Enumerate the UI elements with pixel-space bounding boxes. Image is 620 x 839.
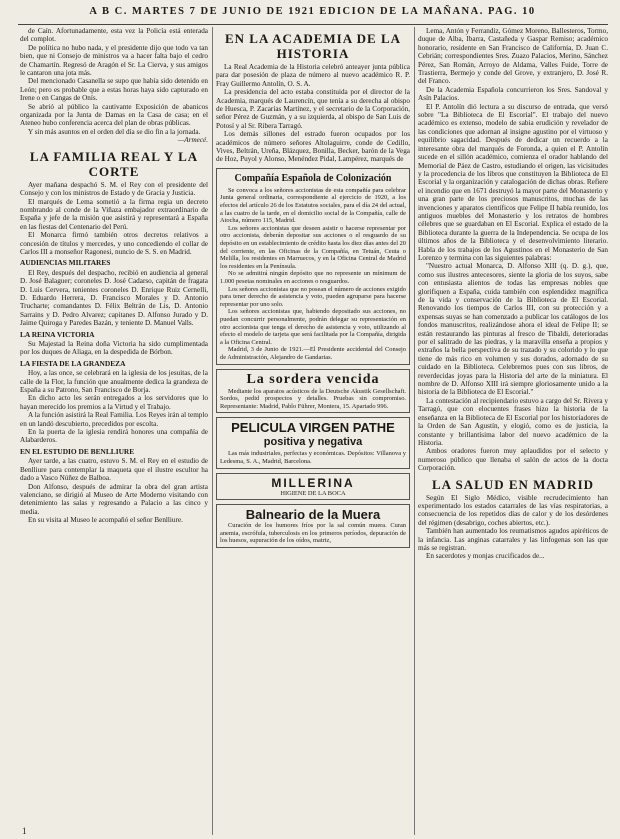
notice-box xyxy=(216,168,410,365)
paragraph: El P. Antolín dió lectura a su discurso de entrada, que versó sobre "La Biblioteca de El Escorial". El trabajo del nuevo académico es extenso, modelo de sabia erudición y revelador de las condiciones que adornan al insigne agustino por el virtuoso y equilibrio sagacidad. Después de dedicar un recuerdo a la interesante obra del marqués de Foronda, a quien el P. Antolín sucede en el sillón académico, comienza el orador hablando del Memorial de Páez de Castro, estudiando el origen, las vicisitudes y la procedencia de los libros que constituyen la Biblioteca de El Escorial y la organización y catalogación de dichas obras. Refiere el incendio que en 1671 destruyó la mayor parte del Monasterio y una gran parte de los preciosos manuscritos, muchas de las invenciones y aparatos científicos que Felipe II había reunido, los antiguos muebles del Monasterio y los retratos de hombres célebres que se guardaban en El Escorial. Explica el estado de la Biblioteca durante la guerra de la Independencia. Se ocupa de los últimos años de la Biblioteca y el desenvolvimiento literario. Habla de los trabajos de los Agustinos en el Monasterio de San Lorenzo y termina con las siguientes palabras: xyxy=(418,102,608,262)
paragraph: La Real Academia de la Historia celebró anteayer junta pública para dar posesión de plaza de número al nuevo académico R. P. Fray Guillermo Antolín, O. S. A. xyxy=(216,63,410,88)
paragraph: De política no hubo nada, y el presidente dijo que todo va tan bien, que ni Consejo de ministros va a hacer falta bajo el cedro de Chamartín. Regresó de Aragón el Sr. La Cierva, y sus amigos le cantaron una jota más. xyxy=(20,43,208,78)
column-middle xyxy=(216,27,410,837)
paragraph: Los señores accionistas que no posean el número de acciones exigido para tener derecho de asistencia y voto, pueden agruparse para hacerse representar por uno solo. xyxy=(220,285,406,308)
ad-text: Curación de los humores fríos por la sal común muera. Curan anemia, escrófula, tuberculosis en los primeros períodos, depuración de los huesos, supuración de los oídos, matriz, xyxy=(220,522,406,545)
ad-title: MILLERINA xyxy=(271,475,355,490)
ad-text: Mediante los aparatos acústicos de la Deutsche Akustik Gesellschaft. Sordos, pedid prospectos y detalles. Pruebas sin compromiso. Representante: Madrid, Pablo Führer, Montera, 15. Apartado 996. xyxy=(220,387,406,410)
signature: —Armecé. xyxy=(177,136,208,145)
paragraph: El Monarca firmó también otros decretos relativos a concesión de títulos y mercedes, y uno concediendo el collar de Carlos III a monseñor Ragonesi, nuncio de S. S. en Madrid. xyxy=(20,231,208,256)
paragraph: Los señores accionistas que deseen asistir o hacerse representar por otro accionista, deberán depositar sus acciones o el resguardo de su depósito en un establecimiento de crédito hasta los diez días antes del 20 del corriente, en las Oficinas de la Compañía, en Tetuán, Ceuta o Melilla, los residentes en Marruecos, y en la Oficina Central de Madrid los residentes en la Península. xyxy=(220,224,406,270)
ad-millerina xyxy=(216,473,410,501)
paragraph: En dicho acto les serán entregados a los servidores que lo hayan merecido los premios a la Virtud y el Trabajo. xyxy=(20,394,208,411)
section-title-academy: EN LA ACADEMIA DE LA HISTORIA xyxy=(224,31,402,61)
paragraph: Hoy, a las once, se celebrará en la iglesia de los jesuitas, de la calle de la Flor, la función que anualmente dedica la grandeza de España a su Patrono, San Francisco de Borja. xyxy=(20,369,208,395)
column-divider xyxy=(414,27,415,835)
subheading: LA FIESTA DE LA GRANDEZA xyxy=(20,358,126,368)
subheading: AUDIENCIAS MILITARES xyxy=(20,258,111,268)
section-title-health: LA SALUD EN MADRID xyxy=(431,476,595,492)
paragraph: "Nuestro actual Monarca, D. Alfonso XIII (q. D. g.), que, como sus ilustres antecesores, siente la gloria de los suyos, sabe con entusiasta alientos de todas las empresas nobles que glorifiquen a España, cuida también con esplendidez magnífica de la vida y conservación de la Biblioteca de El Escorial. Renovando los tiempos de Carlos III, con su protección y a expensas suyas se han comenzado a publicar los catálogos de los fondos manuscritos, realizándose ahora el ideal de Felipe II; se están restaurando las pinturas al fresco de Tibaldi, deterioradas por el salitrado de las piedras, y la maravilla enseña a propios y extraños la bella perspectiva de su trazado y su colorido y lo que tiene de más rico en volumen y sus dorados, adornado de su cuidado en la Biblioteca. Celebremos pues con sus libros, de reverdecidas joyas para la Historia del arte de la miniatura. El nombre de D. Alfonso XIII irá siempre gloriosamente unido a la historia de la Biblioteca de El Escorial." xyxy=(418,262,608,397)
ad-title: PELICULA VIRGEN PATHE xyxy=(231,420,395,436)
paragraph: Su Majestad la Reina doña Victoria ha sido cumplimentada por los duques de Aliaga, en la despedida de Bórbon. xyxy=(20,340,208,357)
paragraph: No se admitirá ningún depósito que no represente un mínimum de 1.000 pesetas nominales en acciones o resguardos. xyxy=(220,270,406,285)
subheading: LA REINA VICTORIA xyxy=(20,329,95,339)
ad-subtitle: HIGIENE DE LA BOCA xyxy=(280,489,346,497)
paragraph: A la función asistirá la Real Familia. Los Reyes irán al templo en un landó descubierto, precedidos por escolta. xyxy=(20,411,208,428)
paragraph: Según El Siglo Médico, visible recrudecimiento han experimentado los estados catarrales de las vías respiratorias, a consecuencia de los repetidos días de calor y de los desórdenes del régimen (desabrigo, coches abiertos, etc.). xyxy=(418,493,608,527)
column-divider xyxy=(212,27,213,835)
page-header: A B C. MARTES 7 DE JUNIO DE 1921 EDICION DE LA MAÑANA. PAG. 10 xyxy=(89,6,536,17)
paragraph: En su visita al Museo le acompañó el señor Benlliure. xyxy=(28,516,183,525)
paragraph: El Rey, después del despacho, recibió en audiencia al general D. José Balaguer; coroneles D. José Cadarso, capitán de fragata D. Luis Cervera, tenientes coroneles D. Enrique Ruiz Cernelli, D. Eduardo Herrera, D. Francisco Morales y D. Antonio Trucharte; comandantes D. Félix Beltrán de Lis, D. Antonio Sarrains y D. Pedro Alvarez; capitanes D. Alfonso Jurado y D. Jaime Quiroga y Paredes Bazán, y teniente D. Manuel Valls. xyxy=(20,268,208,328)
ad-film xyxy=(216,417,410,468)
header-rule xyxy=(18,24,608,25)
paragraph: Ambos oradores fueron muy aplaudidos por el selecto y numeroso público que llenaba el salón de actos de la docta Corporación. xyxy=(418,447,608,473)
paragraph: de Caín. Afortunadamente, esta vez la Policía está enterada del complot. xyxy=(20,27,208,44)
paragraph: Se convoca a los señores accionistas de esta compañía para celebrar Junta general ordinaria, correspondiente al ejercicio de 1920, a los efectos del artículo 26 de los Estatutos sociales, para el día 24 del actual, a las cuatro de la tarde, en el domicilio social de la Compañía, calle de Atocha, número 115, Madrid. xyxy=(220,186,406,225)
paragraph: La contestación al recipiendario estuvo a cargo del Sr. Rivera y Tarragó, que con elocuentes frases hizo la historia de la enseñanza en la Biblioteca de El Escorial por los historiadores de la Orden de San Agustín, y elogió, como es de justicia, la constante y brillantísima labor del nuevo académico de la Historia. xyxy=(418,396,608,447)
section-title-royal-family: LA FAMILIA REAL Y LA CORTE xyxy=(29,148,199,179)
ad-title: La sordera vencida xyxy=(246,371,380,387)
paragraph: El marqués de Lema sometió a la firma regia un decreto nombrando al conde de la Viñaza embajador extraordinario de España y jefe de la misión que asistirá y representará a España en las fiestas del Centenario del Perú. xyxy=(20,197,208,231)
paragraph: Los señores accionistas que, habiendo depositado sus acciones, no puedan concurrir personalmente, podrán delegar su representación en otro accionista que tenga el derecho de asistencia y voto, utilizando al efecto el modelo de tarjeta que será facilitada por la Compañía, dirigida a la Oficina Central. xyxy=(220,308,406,346)
ad-subtitle: positiva y negativa xyxy=(263,436,363,449)
paragraph: Se abrió al público la cautivante Exposición de abanicos organizada por la Junta de Damas en la Casa de casa; en el Ateneo hubo conferencia acerca del plan de obras públicas. xyxy=(20,102,208,128)
subheading: EN EL ESTUDIO DE BENLLIURE xyxy=(20,446,135,456)
paragraph: Don Alfonso, después de admirar la obra del gran artista valenciano, se dirigió al Museo de Arte Moderno visitando con detenimiento las salas y regresando a Palacio a las cinco y media. xyxy=(20,482,208,516)
ad-hearing xyxy=(216,369,410,414)
paragraph: Lema, Antón y Ferrandiz, Gómez Moreno, Ballesteros, Tormo, duque de Alba, Ibarra, Castañeda y Gaspar Remiso; académico honorario, residente en San Francisco de California, D. Juan C. Cebrián; correspondientes Sres. Zuazo Palacios, Merino, Sánchez Pérez, San Román, Arroyo de Aldama, Valles Fuide, Torre de Trastierra, Bermejo y conde del Grove, y extranjero, D. José R. del Franco. xyxy=(418,27,608,86)
paragraph: Ayer tarde, a las cuatro, estuvo S. M. el Rey en el estudio de Benlliure para contemplar la maqueta que el ilustre escultor ha dado a Vasco Núñez de Balboa. xyxy=(20,457,208,483)
paragraph: Del mencionado Casanella se supo que había sido detenido en León; pero es probable que a estas horas haya sido capturado en Irene o en Cangas de Onís. xyxy=(20,77,208,103)
paragraph: La presidencia del acto estaba constituida por el director de la Academia, marqués de Laurencín, que tenía a su derecha al obispo de Huesca, P. Zacarías Martínez, y el secretario de la Corporación, señor Pérez de Guzmán, y a su izquierda, al obispo de San Luis de Potosí y al Sr. Ribera Tarragó. xyxy=(216,88,410,130)
column-left xyxy=(20,27,208,837)
ad-title: Balneario de la Muera xyxy=(245,507,381,523)
notice-title: Compañía Española de Colonización xyxy=(234,172,392,184)
paragraph: Y sin más asuntos en el orden del día se dio fin a la jornada. xyxy=(28,127,201,136)
ad-spa xyxy=(216,504,410,548)
paragraph: De la Academia Española concurrieron los Sres. Sandoval y Asín Palacios. xyxy=(418,85,608,103)
page-footer-mark: 1 xyxy=(22,826,27,836)
paragraph: En sacerdotes y monjas crucificados de... xyxy=(426,552,545,561)
paragraph: Ayer mañana despachó S. M. el Rey con el presidente del Consejo y con los ministros de Estado y de Gracia y Justicia. xyxy=(20,180,208,198)
paragraph: Los demás sillones del estrado fueron ocupados por los académicos de número señores Altolaguirre, conde de Cedillo, Vives, Beltrán, Ureña, Blázquez, Bonilla, Becker, barón de la Vega de Hoz, Puyol y Alonso, Menéndez Pidal, Lampérez, marqués de xyxy=(216,130,410,164)
paragraph: Madrid, 3 de Junio de 1921.—El Presidente accidental del Consejo de Administración, Alejandro de Gandarias. xyxy=(220,346,406,361)
paragraph: En la puerta de la iglesia rendirá honores una compañía de Alabarderos. xyxy=(20,428,208,445)
paragraph: También han aumentado los reumatismos agudos apiréticos de la infancia. Las anginas catarrales y las linfogenas son las que más se registran. xyxy=(418,527,608,552)
ad-text: Las más industriales, perfectas y económicas. Depósitos: Villanova y Ledesma, S. A., Madrid, Barcelona. xyxy=(220,450,406,465)
column-right xyxy=(418,27,608,837)
